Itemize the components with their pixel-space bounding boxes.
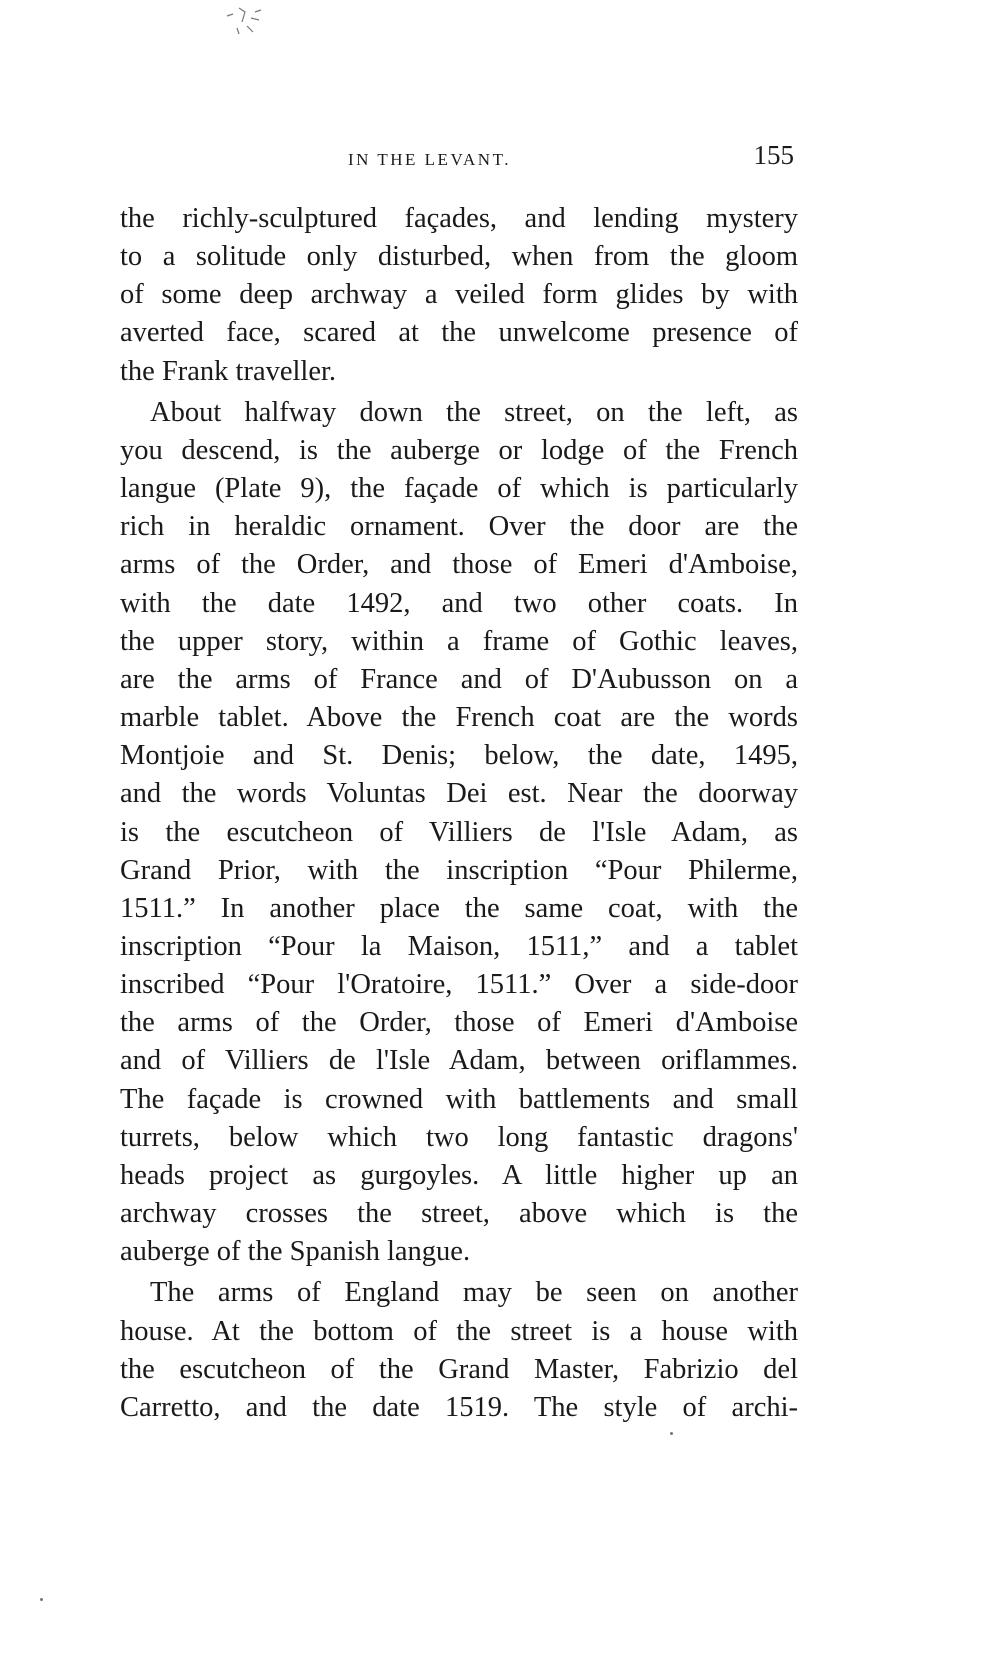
text-line: are the arms of France and of D'Aubusson on a [120,663,798,695]
paragraph-1 [120,200,798,391]
paragraph-3 [120,1274,798,1427]
text-line: Grand Prior, with the inscription “Pour Philerme, [120,854,798,886]
text-line: archway crosses the street, above which is the [120,1198,798,1230]
page-number: 155 [753,140,794,170]
ink-smudge [225,4,295,52]
margin-speck [40,1598,43,1601]
text-line: the richly-sculptured façades, and lending mystery [120,203,798,234]
text-line: langue (Plate 9), the façade of which is particularly [120,473,798,505]
text-line: the escutcheon of the Grand Master, Fabrizio del [120,1353,798,1385]
text-line: marble tablet. Above the French coat are the words [120,702,798,734]
running-head: IN THE LEVANT. [348,150,511,169]
text-line: the upper story, within a frame of Gothic leaves, [120,625,798,657]
text-line: inscribed “Pour l'Oratoire, 1511.” Over a side-door [120,969,798,1001]
text-line: house. At the bottom of the street is a house with [120,1315,798,1347]
text-line: and the words Voluntas Dei est. Near the doorway [120,778,798,810]
page-header [120,142,800,182]
text-line: The arms of England may be seen on another [150,1277,798,1309]
paragraph-2 [120,394,798,1272]
text-line: averted face, scared at the unwelcome presence of [120,317,798,349]
text-line: About halfway down the street, on the left, as [150,396,798,428]
text-line: turrets, below which two long fantastic dragons' [120,1121,798,1153]
text-line: and of Villiers de l'Isle Adam, between oriflammes. [120,1045,798,1077]
margin-speck [670,1432,673,1435]
text-line: heads project as gurgoyles. A little higher up an [120,1159,798,1191]
text-line: rich in heraldic ornament. Over the door are the [120,511,798,543]
text-line: you descend, is the auberge or lodge of the French [120,434,798,466]
body-text [120,200,798,1427]
text-line: auberge of the Spanish langue. [120,1236,471,1268]
text-line: to a solitude only disturbed, when from the gloom [120,241,798,273]
text-line: the arms of the Order, those of Emeri d'Amboise [120,1007,798,1039]
text-line: Carretto, and the date 1519. The style of archi- [120,1391,798,1423]
text-line: The façade is crowned with battlements and small [120,1083,798,1115]
text-line: with the date 1492, and two other coats. In [120,587,798,619]
text-line: of some deep archway a veiled form glides by with [120,279,798,311]
text-line: the Frank traveller. [120,355,337,387]
text-line: inscription “Pour la Maison, 1511,” and a tablet [120,930,798,962]
text-line: Montjoie and St. Denis; below, the date, 1495, [120,740,798,772]
text-line: arms of the Order, and those of Emeri d'Amboise, [120,549,798,581]
text-line: is the escutcheon of Villiers de l'Isle Adam, as [120,816,798,848]
text-line: 1511.” In another place the same coat, with the [120,892,798,924]
